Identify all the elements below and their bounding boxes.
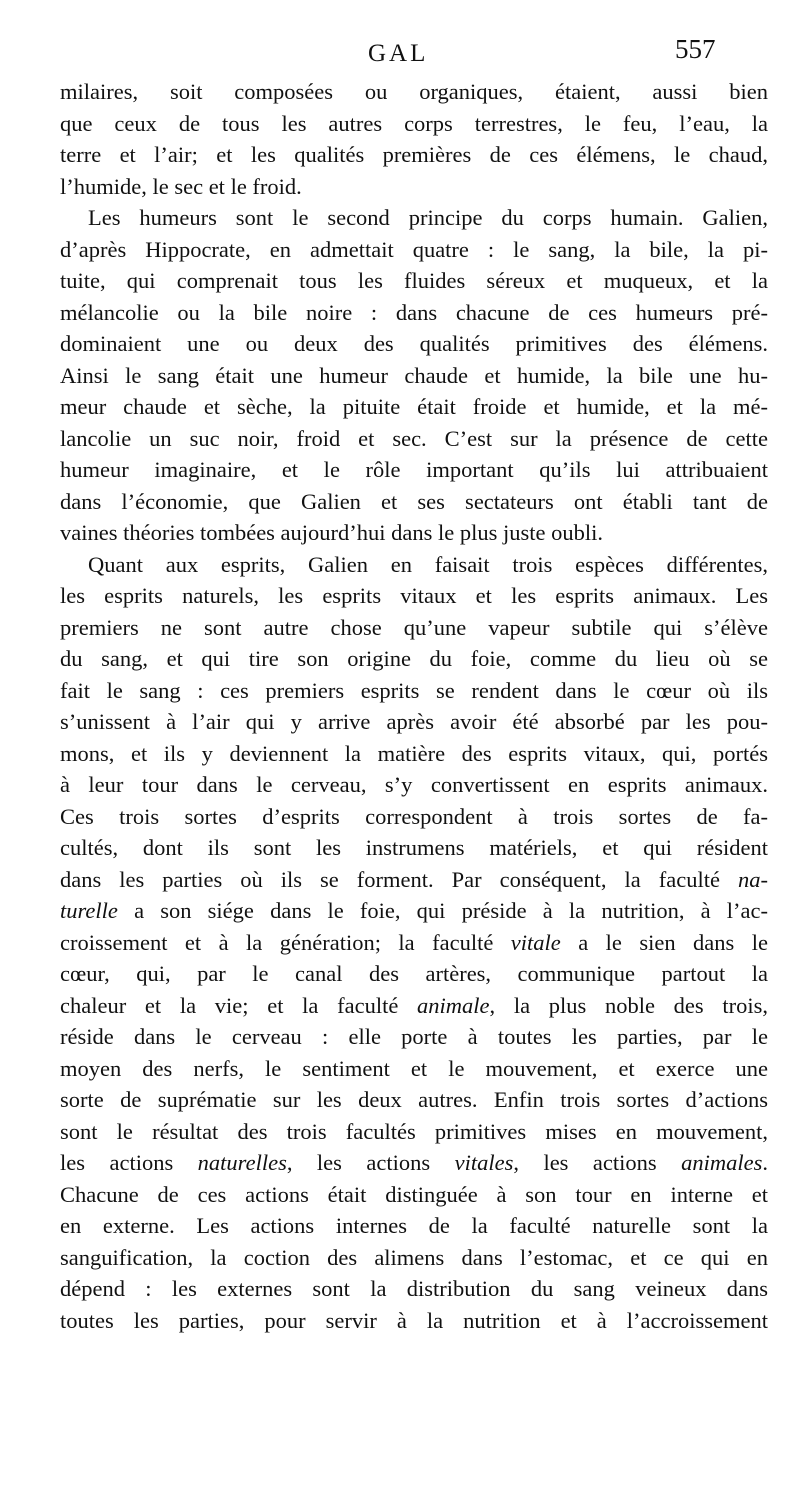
running-head (0, 34, 800, 80)
text-line: sorte de suprématie sur les deux autres. Enfin trois sortes d’actions (60, 1087, 768, 1112)
text-line: les esprits naturels, les esprits vitaux et les esprits animaux. Les (60, 583, 768, 608)
text-line: croissement et à la génération; la faculté vitale a le sien dans le (60, 929, 768, 955)
paragraph-2 (60, 202, 768, 549)
text-line: Les humeurs sont le second principe du corps humain. Galien, (88, 205, 768, 230)
text-line: dans l’économie, que Galien et ses sectateurs ont établi tant de (60, 488, 768, 514)
text-line: les actions naturelles, les actions vitales, les actions animales. (60, 1150, 768, 1175)
paragraph-1 (60, 76, 768, 202)
text-line: dans les parties où ils se forment. Par conséquent, la faculté na- (60, 866, 768, 892)
text-line: moyen des nerfs, le sentiment et le mouvement, et exerce une (60, 1055, 768, 1081)
text-line: l’humide, le sec et le froid. (60, 173, 302, 199)
text-line: à leur tour dans le cerveau, s’y convertissent en esprits animaux. (60, 772, 768, 797)
running-head-title: GAL (368, 40, 429, 67)
text-line: que ceux de tous les autres corps terrestres, le feu, l’eau, la (60, 110, 768, 136)
text-line: en externe. Les actions internes de la faculté naturelle sont la (60, 1213, 768, 1238)
text-line: Chacune de ces actions était distinguée à son tour en interne et (60, 1181, 768, 1207)
text-line: humeur imaginaire, et le rôle important qu’ils lui attribuaient (60, 457, 768, 482)
text-line: lancolie un suc noir, froid et sec. C’est sur la présence de cette (60, 425, 768, 451)
text-line: sanguification, la coction des alimens dans l’estomac, et ce qui en (60, 1244, 768, 1270)
text-line: Quant aux esprits, Galien en faisait trois espèces différentes, (88, 551, 768, 577)
page-number: 557 (675, 34, 716, 64)
text-line: Ces trois sortes d’esprits correspondent à trois sortes de fa- (60, 803, 768, 829)
body-text (60, 76, 768, 1336)
text-line: mons, et ils y deviennent la matière des esprits vitaux, qui, portés (60, 740, 768, 766)
text-line: s’unissent à l’air qui y arrive après avoir été absorbé par les pou- (60, 709, 768, 734)
text-line: milaires, soit composées ou organiques, étaient, aussi bien (60, 79, 768, 104)
text-line: Ainsi le sang était une humeur chaude et humide, la bile une hu- (60, 362, 768, 388)
text-line: dépend : les externes sont la distribution du sang veineux dans (60, 1276, 768, 1301)
text-line: fait le sang : ces premiers esprits se rendent dans le cœur où ils (60, 677, 768, 703)
text-line: cultés, dont ils sont les instrumens matériels, et qui résident (60, 835, 768, 860)
text-line: mélancolie ou la bile noire : dans chacune de ces humeurs pré- (60, 299, 768, 325)
text-line: dominaient une ou deux des qualités primitives des élémens. (60, 331, 768, 356)
text-line: tuite, qui comprenait tous les fluides séreux et muqueux, et la (60, 268, 768, 293)
text-line: terre et l’air; et les qualités premières de ces élémens, le chaud, (60, 142, 768, 167)
text-line: chaleur et la vie; et la faculté animale, la plus noble des trois, (60, 992, 768, 1018)
text-line: toutes les parties, pour servir à la nutrition et à l’accroissement (60, 1307, 768, 1333)
text-line: meur chaude et sèche, la pituite était froide et humide, et la mé- (60, 394, 768, 419)
text-line: cœur, qui, par le canal des artères, communique partout la (60, 961, 768, 986)
text-line: d’après Hippocrate, en admettait quatre : le sang, la bile, la pi- (60, 236, 768, 262)
text-line: vaines théories tombées aujourd’hui dans le plus juste oubli. (60, 520, 604, 545)
text-line: sont le résultat des trois facultés primitives mises en mouvement, (60, 1118, 768, 1144)
text-line: turelle a son siége dans le foie, qui préside à la nutrition, à l’ac- (60, 898, 768, 923)
text-line: réside dans le cerveau : elle porte à toutes les parties, par le (60, 1024, 768, 1049)
paragraph-3 (60, 549, 768, 1337)
text-line: premiers ne sont autre chose qu’une vapeur subtile qui s’élève (60, 614, 768, 640)
text-line: du sang, et qui tire son origine du foie, comme du lieu où se (60, 646, 768, 671)
